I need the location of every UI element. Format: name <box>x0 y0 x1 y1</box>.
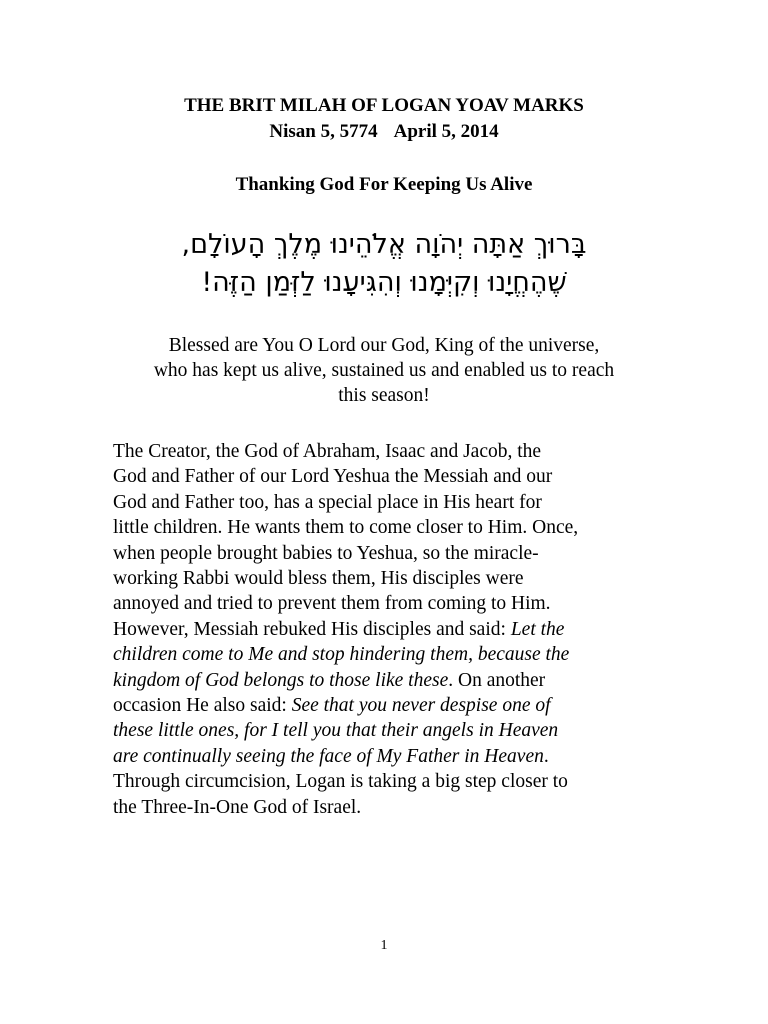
document-title: THE BRIT MILAH OF LOGAN YOAV MARKS <box>184 95 584 116</box>
hebrew-date: Nisan 5, 5774 <box>269 121 378 142</box>
body-line <box>113 617 669 642</box>
body-line: Through circumcision, Logan is taking a big step closer to <box>113 771 568 793</box>
gregorian-date: April 5, 2014 <box>393 121 499 142</box>
body-paragraph <box>113 439 669 820</box>
body-line <box>113 642 669 667</box>
scripture-quote: are continually seeing the face of My Father in Heaven <box>113 745 544 767</box>
translation-line: Blessed are You O Lord our God, King of the universe, <box>168 335 600 356</box>
body-line <box>113 668 669 693</box>
body-line <box>113 693 669 718</box>
body-text-plain: . <box>543 745 549 767</box>
body-line: when people brought babies to Yeshua, so the miracle- <box>113 542 539 564</box>
translation-line: this season! <box>338 385 430 406</box>
body-line: God and Father too, has a special place in His heart for <box>113 491 542 513</box>
blessing-translation <box>100 333 668 408</box>
body-line <box>113 744 669 769</box>
body-line <box>113 718 669 743</box>
document-date <box>0 121 768 143</box>
body-line: annoyed and tried to prevent them from coming to Him. <box>113 593 551 615</box>
page-number: 1 <box>380 938 388 953</box>
translation-line: who has kept us alive, sustained us and enabled us to reach <box>153 360 615 381</box>
scripture-quote: Let the <box>510 618 565 640</box>
body-text-plain: However, Messiah rebuked His disciples and said: <box>113 618 511 640</box>
hebrew-blessing <box>100 226 668 302</box>
scripture-quote: See that you never despise one of <box>291 695 551 717</box>
body-line: The Creator, the God of Abraham, Isaac and Jacob, the <box>113 441 542 462</box>
body-text-plain: . On another <box>448 669 546 691</box>
scripture-quote: kingdom of God belongs to those like these <box>113 669 449 691</box>
hebrew-blessing-line: שֶׁהֶחֱיָנוּ וְקִיְּמָנוּ וְהִגִּיעָנוּ לַזְּמַן הַזֶּה! <box>201 267 567 298</box>
body-line: little children. He wants them to come closer to Him. Once, <box>113 517 579 539</box>
body-text-plain: occasion He also said: <box>113 695 292 717</box>
body-line: working Rabbi would bless them, His disciples were <box>113 568 524 590</box>
body-line: the Three-In-One God of Israel. <box>113 796 362 818</box>
section-subtitle: Thanking God For Keeping Us Alive <box>235 174 533 195</box>
hebrew-blessing-line: בָּרוּךְ אַתָּה יְהֹוָה אֱלֹהֵינוּ מֶלֶךְ הָעוֹלָם, <box>181 229 587 260</box>
body-line: God and Father of our Lord Yeshua the Messiah and our <box>113 466 553 488</box>
scripture-quote: children come to Me and stop hindering them, because the <box>113 644 570 666</box>
scripture-quote: these little ones, for I tell you that their angels in Heaven <box>113 720 559 742</box>
